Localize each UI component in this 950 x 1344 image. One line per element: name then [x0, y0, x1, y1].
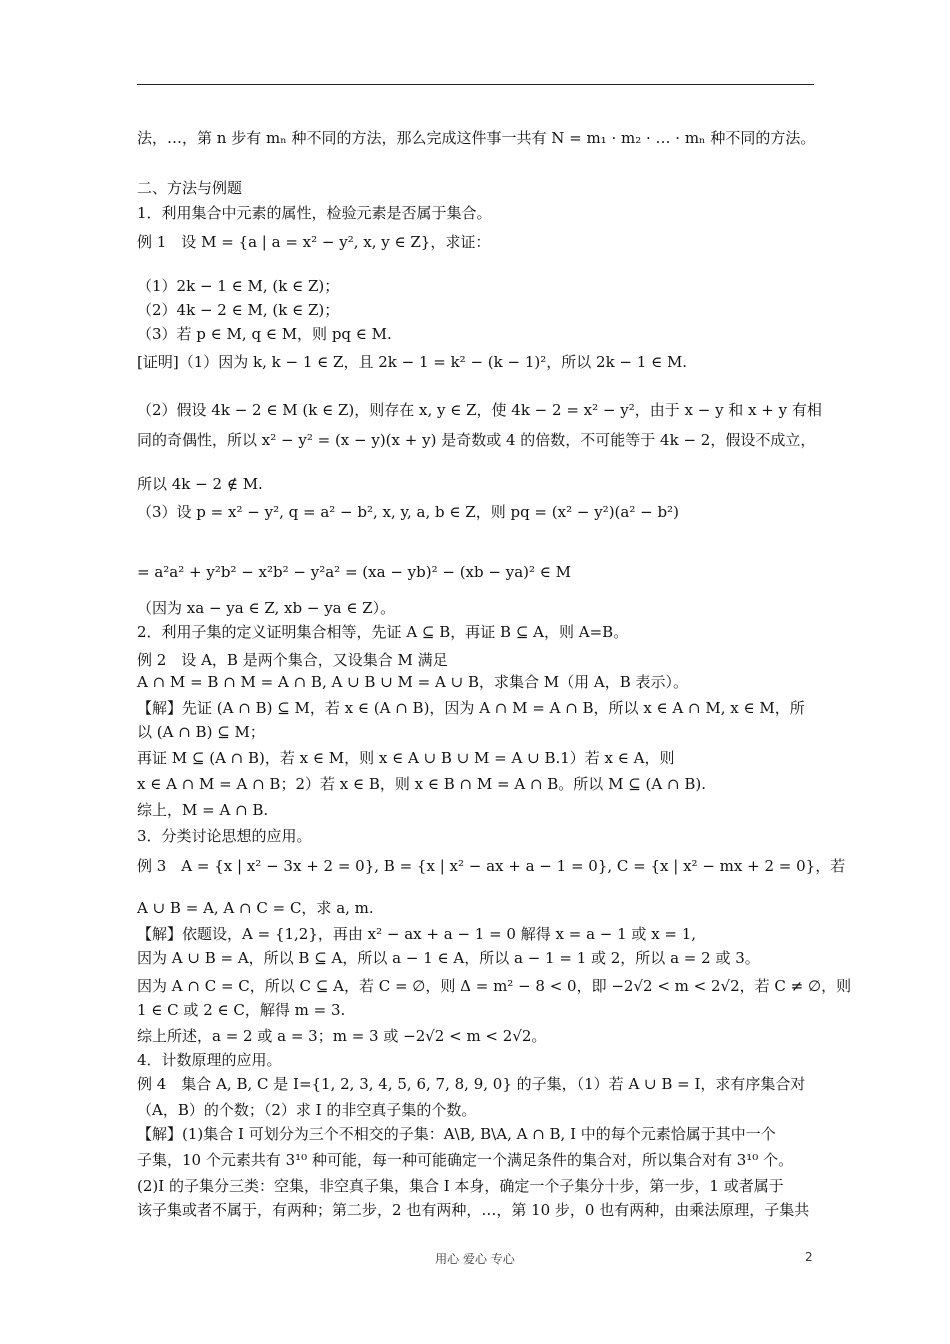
text-line: A ∩ M = B ∩ M = A ∩ B, A ∪ B ∪ M = A ∪ B，求集合 M（用 A，B 表示）。 — [137, 673, 688, 691]
text-line: （A，B）的个数；（2）求 I 的非空真子集的个数。 — [137, 1101, 477, 1119]
text-line: 【解】先证 (A ∩ B) ⊆ M，若 x ∈ (A ∩ B)，因为 A ∩ M = A ∩ B，所以 x ∈ A ∩ M, x ∈ M，所 — [137, 699, 805, 717]
text-line: 【解】(1)集合 I 可划分为三个不相交的子集：A\B, B\A, A ∩ B, I 中的每个元素恰属于其中一个 — [137, 1125, 776, 1143]
text-line: 该子集或者不属于，有两种；第二步，2 也有两种，…，第 10 步，0 也有两种，由乘法原理，子集共 — [137, 1201, 810, 1219]
text-line: （因为 xa − ya ∈ Z, xb − ya ∈ Z）。 — [137, 599, 396, 617]
text-line: 再证 M ⊆ (A ∩ B)，若 x ∈ M，则 x ∈ A ∪ B ∪ M = A ∪ B.1）若 x ∈ A，则 — [137, 749, 675, 767]
text-line: 1．利用集合中元素的属性，检验元素是否属于集合。 — [137, 204, 492, 222]
header-rule — [137, 84, 814, 85]
footer-text: 用心 爱心 专心 — [435, 1252, 515, 1266]
text-line: 同的奇偶性，所以 x² − y² = (x − y)(x + y) 是奇数或 4 的倍数，不可能等于 4k − 2，假设不成立， — [137, 431, 816, 449]
text-line: [证明]（1）因为 k, k − 1 ∈ Z，且 2k − 1 = k² − (k − 1)²，所以 2k − 1 ∈ M. — [137, 353, 688, 371]
text-line: 1 ∈ C 或 2 ∈ C，解得 m = 3. — [137, 1001, 346, 1019]
page-number: 2 — [805, 1250, 813, 1264]
text-line: 例 2 设 A，B 是两个集合，又设集合 M 满足 — [137, 651, 448, 669]
text-line: （2）假设 4k − 2 ∈ M (k ∈ Z)，则存在 x, y ∈ Z，使 4k − 2 = x² − y²，由于 x − y 和 x + y 有相 — [137, 401, 822, 419]
text-line: 以 (A ∩ B) ⊆ M； — [137, 723, 265, 741]
text-line: （3）设 p = x² − y², q = a² − b², x, y, a, b ∈ Z，则 pq = (x² − y²)(a² − b²) — [137, 503, 679, 521]
text-line: 4．计数原理的应用。 — [137, 1051, 282, 1069]
text-line: = a²a² + y²b² − x²b² − y²a² = (xa − yb)² − (xb − ya)² ∈ M — [137, 563, 572, 581]
text-line: 法，…，第 n 步有 mₙ 种不同的方法，那么完成这件事一共有 N = m₁ · m₂ · … · mₙ 种不同的方法。 — [137, 129, 816, 147]
text-line: 二、方法与例题 — [137, 179, 243, 197]
text-line: 子集，10 个元素共有 3¹⁰ 种可能，每一种可能确定一个满足条件的集合对，所以集合对有 3¹⁰ 个。 — [137, 1151, 794, 1169]
text-line: （2）4k − 2 ∈ M, (k ∈ Z)； — [137, 301, 340, 319]
text-line: 2．利用子集的定义证明集合相等，先证 A ⊆ B，再证 B ⊆ A，则 A=B。 — [137, 623, 629, 641]
text-line: A ∪ B = A, A ∩ C = C，求 a, m. — [137, 899, 374, 917]
text-line: 因为 A ∩ C = C，所以 C ⊆ A，若 C = ∅，则 Δ = m² − 8 < 0，即 −2√2 < m < 2√2，若 C ≠ ∅，则 — [137, 977, 852, 995]
text-line: x ∈ A ∩ M = A ∩ B；2）若 x ∈ B，则 x ∈ B ∩ M = A ∩ B。所以 M ⊆ (A ∩ B). — [137, 775, 706, 793]
text-line: （3）若 p ∈ M, q ∈ M，则 pq ∈ M. — [137, 325, 392, 343]
text-line: 3．分类讨论思想的应用。 — [137, 827, 312, 845]
text-line: 所以 4k − 2 ∉ M. — [137, 475, 263, 493]
text-line: 综上所述，a = 2 或 a = 3；m = 3 或 −2√2 < m < 2√2。 — [137, 1027, 547, 1045]
text-line: 【解】依题设，A = {1,2}，再由 x² − ax + a − 1 = 0 解得 x = a − 1 或 x = 1, — [137, 925, 697, 943]
text-line: 例 4 集合 A, B, C 是 I={1, 2, 3, 4, 5, 6, 7, 8, 9, 0} 的子集，（1）若 A ∪ B = I，求有序集合对 — [137, 1075, 806, 1093]
text-line: 例 1 设 M = {a | a = x² − y², x, y ∈ Z}，求证： — [137, 233, 491, 251]
text-line: 综上，M = A ∩ B. — [137, 801, 269, 819]
text-line: 因为 A ∪ B = A，所以 B ⊆ A，所以 a − 1 ∈ A，所以 a − 1 = 1 或 2，所以 a = 2 或 3。 — [137, 949, 760, 967]
text-line: (2)I 的子集分三类：空集，非空真子集，集合 I 本身，确定一个子集分十步，第一步，1 或者属于 — [137, 1177, 784, 1195]
text-line: （1）2k − 1 ∈ M, (k ∈ Z)； — [137, 277, 340, 295]
text-line: 例 3 A = {x | x² − 3x + 2 = 0}, B = {x | x² − ax + a − 1 = 0}, C = {x | x² − mx + 2 = 0}，若 — [137, 857, 846, 875]
